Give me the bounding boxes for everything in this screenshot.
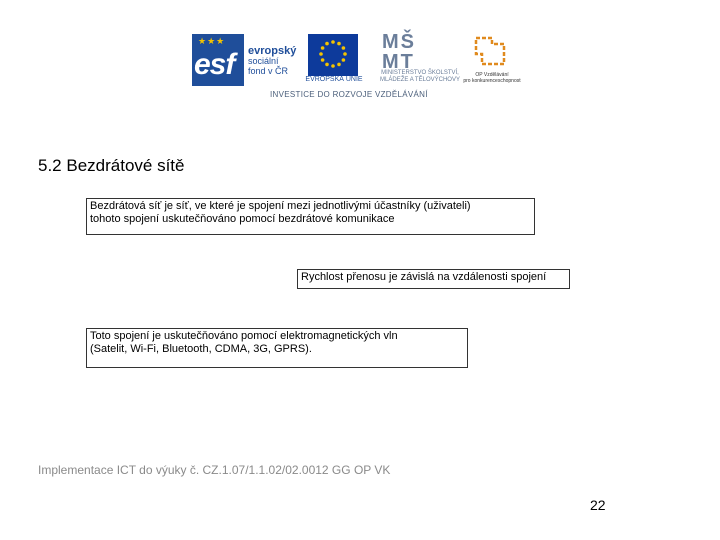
page-number: 22 [590,497,606,513]
speed-text: Rychlost přenosu je závislá na vzdálenosti spojení [301,271,547,283]
definition-line2: tohoto spojení uskutečňováno pomocí bezdrátové komunikace [90,213,395,225]
op-label-line2: pro konkurenceschopnost [463,78,521,84]
definition-line1: Bezdrátová síť je síť, ve které je spojení mezi jednotlivými účastníky (uživateli) [90,200,471,212]
msmt-letters-top: MŠ [382,31,416,53]
esf-mark [192,34,244,86]
footer-project-id: Implementace ICT do výuky č. CZ.1.07/1.1.02/02.0012 GG OP VK [38,463,391,477]
technology-line1: Toto spojení je uskutečňováno pomocí elektromagnetických vln [90,330,398,342]
investice-tagline: INVESTICE DO ROZVOJE VZDĚLÁVÁNÍ [270,90,428,99]
esf-logo [192,34,304,86]
op-logo-icon [472,34,508,68]
definition-box [86,198,535,235]
logo-bar [190,30,530,105]
esf-stars-icon: ★★★ [198,36,226,46]
speed-box [297,269,570,289]
technology-box [86,328,468,368]
technology-line2: (Satelit, Wi-Fi, Bluetooth, CDMA, 3G, GPRS). [90,343,312,355]
esf-line1: evropský [248,45,297,57]
op-label-line1: OP Vzdělávání [475,72,509,78]
esf-text [248,46,296,76]
op-label [452,72,532,84]
msmt-letters-bottom: MT [382,51,415,73]
msmt-label-line2: MLÁDEŽE A TĚLOVÝCHOVY [380,77,460,83]
esf-line3: fond v ČR [248,66,289,76]
eu-flag-icon [308,34,358,76]
esf-word: esf [194,48,235,81]
msmt-label-line1: MINISTERSTVO ŠKOLSTVÍ, [381,70,459,76]
slide-title: 5.2 Bezdrátové sítě [38,156,185,175]
eu-label: EVROPSKÁ UNIE [305,76,363,83]
esf-line2: sociální [248,56,279,66]
msmt-letters [382,32,416,72]
